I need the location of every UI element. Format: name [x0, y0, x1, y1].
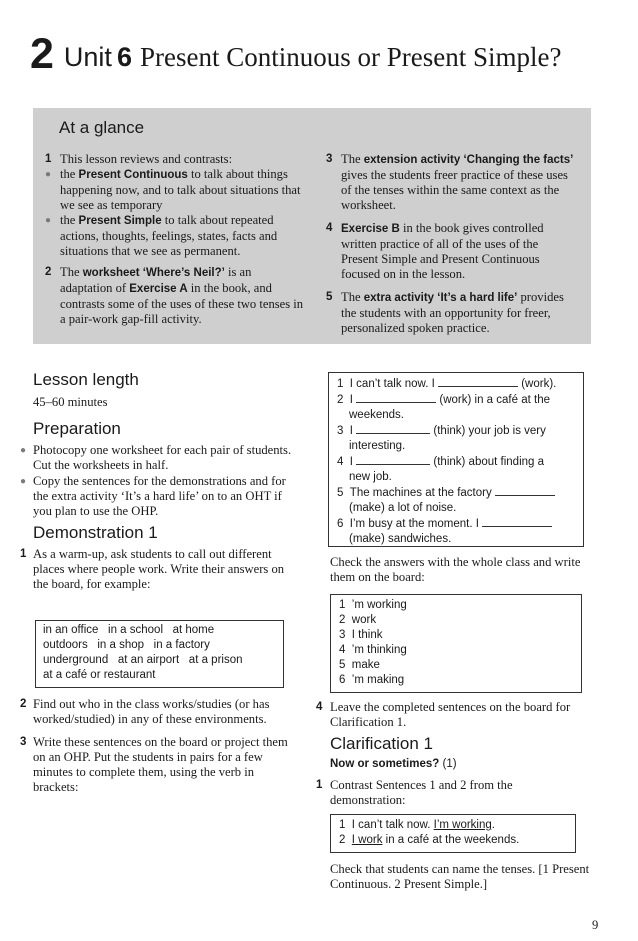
lesson-length-text: 45–60 minutes — [33, 395, 108, 409]
sentence-line: 3 I (think) your job is very — [337, 425, 546, 437]
clarification-heading: Clarification 1 — [330, 734, 433, 753]
step-number: 2 — [20, 698, 27, 710]
step-number: 3 — [20, 736, 27, 748]
step-number: 1 — [316, 779, 323, 791]
prep-item: Copy the sentences for the demonstrations and for the extra activity ‘It’s a hard life’ on to an OHT if you plan to use the OHP. — [33, 474, 286, 518]
clarification-subheading: Now or sometimes? (1) — [330, 758, 457, 770]
clarification-step-1: Contrast Sentences 1 and 2 from the demonstration: — [330, 778, 513, 807]
glance-item-number: 2 — [45, 266, 52, 278]
demo-step-3: Write these sentences on the board or project them on an OHP. Put the students in pairs for a few minutes to complete them, using the verb in brackets: — [33, 735, 288, 794]
left-column — [20, 372, 292, 598]
glance-item-number: 1 — [45, 153, 52, 165]
glance-bullet-2: the Present Simple to talk about repeated actions, thoughts, feelings, states, facts and situations that we see as permanent. — [60, 213, 278, 258]
glance-item-1: This lesson reviews and contrasts: — [60, 152, 233, 166]
sentence-line: interesting. — [349, 440, 406, 452]
step-number: 1 — [20, 548, 27, 560]
demo-step-1: As a warm-up, ask students to call out different places where people work. Write their answers on the board, for example: — [33, 547, 285, 591]
contrast-box — [330, 814, 576, 853]
places-row: outdoors in a shop in a factory — [43, 639, 210, 651]
glance-item-5: The extra activity ‘It’s a hard life’ provides the students with an opportunity for freer, personalized spoken practice. — [341, 290, 564, 335]
glance-item-4: Exercise B in the book gives controlled written practice of all of the uses of the Present Simple and Present Continuous focused on in the lesson. — [341, 221, 544, 281]
demo-step-2: Find out who in the class works/studies (or has worked/studied) in any of these environments. — [33, 697, 270, 726]
answers-box — [330, 594, 582, 693]
glance-item-3: The extension activity ‘Changing the facts’ gives the students freer practice of these uses of the tenses within the same context as the worksheet. — [341, 152, 574, 212]
places-row: in an office in a school at home — [43, 624, 215, 636]
unit-label: Unit — [63, 42, 112, 72]
page-title — [30, 30, 561, 79]
demonstration-heading: Demonstration 1 — [33, 523, 158, 542]
unit-number: 6 — [116, 42, 132, 72]
glance-item-number: 3 — [326, 153, 333, 165]
sentence-line: 6 I’m busy at the moment. I — [337, 516, 583, 532]
right-column-lower — [316, 700, 586, 814]
contrast-line: 1 I can’t talk now. I’m working. — [339, 819, 495, 831]
glance-left-column — [45, 152, 305, 333]
sentence-line: (make) a lot of noise. — [349, 502, 457, 514]
demo-step-4: Leave the completed sentences on the board for Clarification 1. — [330, 700, 571, 729]
answer-line: 2 work — [339, 614, 377, 626]
step-number: 4 — [316, 701, 323, 713]
lesson-length-heading: Lesson length — [33, 370, 139, 389]
sentence-line: weekends. — [349, 409, 404, 421]
bullet-icon: ● — [20, 476, 27, 487]
answer-line: 1 ’m working — [339, 599, 407, 611]
answer-line: 5 make — [339, 659, 380, 671]
places-box — [35, 620, 284, 688]
places-row: at a café or restaurant — [43, 669, 156, 681]
sentence-line: 5 The machines at the factory — [337, 485, 583, 501]
unit-title: Present Continuous or Present Simple? — [139, 42, 562, 72]
answer-line: 6 ’m making — [339, 674, 405, 686]
sentence-line: (make) sandwiches. — [349, 533, 452, 545]
sentence-line: 1 I can’t talk now. I (work). — [337, 378, 557, 390]
preparation-list — [20, 443, 292, 519]
bullet-icon: ● — [45, 169, 52, 180]
final-note: Check that students can name the tenses. [1 Present Continuous. 2 Present Simple.] — [330, 862, 590, 891]
contrast-line: 2 I work in a café at the weekends. — [339, 834, 520, 846]
sentence-line: 4 I (think) about finding a — [337, 456, 545, 468]
glance-heading: At a glance — [59, 118, 145, 137]
check-answers-text: Check the answers with the whole class and write them on the board: — [330, 555, 581, 584]
sentence-line: 2 I (work) in a café at the — [337, 394, 550, 406]
glance-bullet-1: the Present Continuous to talk about things happening now, and to talk about situations that we see as temporary — [60, 167, 301, 212]
glance-item-number: 4 — [326, 222, 333, 234]
left-column-lower — [20, 697, 292, 801]
glance-item-2: The worksheet ‘Where’s Neil?’ is an adaptation of Exercise A in the book, and contrasts some of the uses of these two tenses in a pair-work gap-fill activity. — [60, 265, 304, 326]
bullet-icon: ● — [45, 215, 52, 226]
glance-right-column — [326, 152, 578, 342]
page-number: 9 — [592, 918, 599, 932]
preparation-heading: Preparation — [33, 419, 121, 438]
sentence-line: new job. — [349, 471, 392, 483]
glance-item-number: 5 — [326, 291, 333, 303]
at-a-glance-box — [33, 108, 591, 344]
answer-line: 3 I think — [339, 629, 383, 641]
prep-item: Photocopy one worksheet for each pair of students. Cut the worksheets in half. — [33, 443, 292, 472]
places-row: underground at an airport at a prison — [43, 654, 243, 666]
bullet-icon: ● — [20, 445, 27, 456]
chapter-number: 2 — [30, 30, 54, 78]
answer-line: 4 ’m thinking — [339, 644, 407, 656]
sentences-box — [328, 372, 584, 547]
